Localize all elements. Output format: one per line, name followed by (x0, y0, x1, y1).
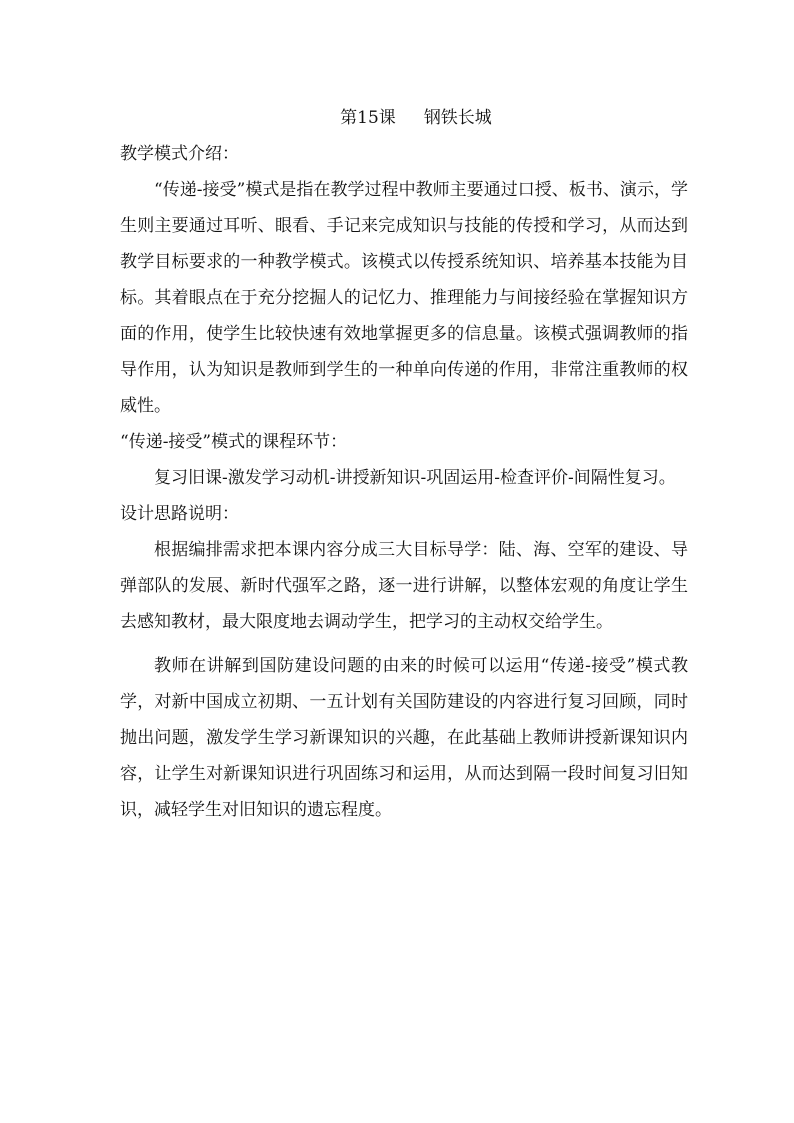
document-page (120, 100, 688, 828)
title-lesson-name: 钢铁长城 (423, 108, 492, 128)
paragraph-teaching-mode-intro: “传递-接受”模式是指在教学过程中教师主要通过口授、板书、演示，学生则主要通过耳听、眼看、手记来完成知识与技能的传授和学习，从而达到教学目标要求的一种教学模式。该模式以传授系统知识、培养基本技能为目标。其着眼点在于充分挖掘人的记忆力、推理能力与间接经验在掌握知识方面的作用，使学生比较快速有效地掌握更多的信息量。该模式强调教师的指导作用，认为知识是教师到学生的一种单向传递的作用，非常注重教师的权威性。 (120, 180, 688, 416)
title-lesson-number: 第15课 (340, 108, 396, 128)
paragraph-course-steps: 复习旧课-激发学习动机-讲授新知识-巩固运用-检查评价-间隔性复习。 (154, 468, 676, 488)
document-title (120, 100, 688, 136)
paragraph-design-ideas-1: 根据编排需求把本课内容分成三大目标导学：陆、海、空军的建设、导弹部队的发展、新时代强军之路，逐一进行讲解，以整体宏观的角度让学生去感知教材，最大限度地去调动学生，把学习的主动权交给学生。 (120, 540, 688, 632)
paragraph-design-ideas-2: 教师在讲解到国防建设问题的由来的时候可以运用“传递-接受”模式教学，对新中国成立初期、一五计划有关国防建设的内容进行复习回顾，同时抛出问题，激发学生学习新课知识的兴趣，在此基础上教师讲授新课知识内容，让学生对新课知识进行巩固练习和运用，从而达到隔一段时间复习旧知识，减轻学生对旧知识的遗忘程度。 (120, 656, 688, 820)
section-heading-course-steps: “传递-接受”模式的课程环节： (120, 432, 348, 452)
section-heading-design-ideas: 设计思路说明： (120, 504, 239, 524)
section-heading-teaching-mode: 教学模式介绍： (120, 144, 239, 164)
